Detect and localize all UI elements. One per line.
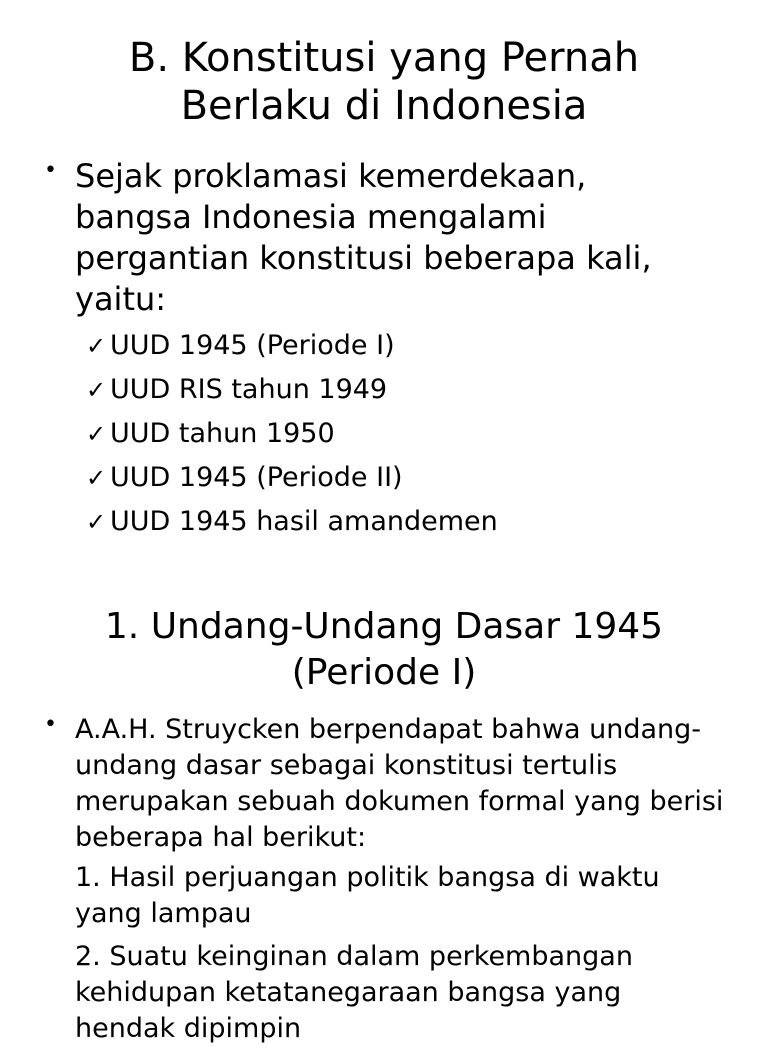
checklist-item (86, 456, 498, 500)
checklist-item (86, 368, 498, 412)
checklist-item-label: UUD tahun 1950 (110, 418, 335, 449)
slide-1-title-line-1: B. Konstitusi yang Pernah (128, 35, 640, 81)
slide-2-bullet-text: A.A.H. Struycken berpendapat bahwa undang-undang dasar sebagai konstitusi tertulis merupakan sebuah dokumen formal yang berisi beberapa hal berikut: (75, 714, 724, 853)
checklist-item-label: UUD RIS tahun 1949 (110, 374, 388, 405)
slide-2 (0, 560, 768, 1044)
slide-2-numbered-item: 2. Suatu keinginan dalam perkembangan kehidupan ketatanegaraan bangsa yang hendak dipimpin (75, 941, 633, 1044)
checklist-item (86, 412, 498, 456)
bullet-dot-icon: • (44, 712, 57, 737)
checklist-item-label: UUD 1945 (Periode II) (110, 462, 403, 493)
checkmark-icon: ✓ (86, 464, 107, 492)
checklist-item-label: UUD 1945 (Periode I) (110, 330, 395, 361)
constitution-checklist (86, 324, 498, 544)
slide-2-title (40, 604, 728, 696)
checklist-item (86, 324, 498, 368)
slide-2-title-line-1: 1. Undang-Undang Dasar 1945 (104, 606, 664, 647)
checklist-item (86, 500, 498, 544)
slide-1-title (40, 34, 728, 130)
bullet-dot-icon: • (44, 158, 57, 183)
slide-2-title-line-2: (Periode I) (291, 652, 477, 693)
checklist-item-label: UUD 1945 hasil amandemen (110, 506, 498, 537)
checkmark-icon: ✓ (86, 332, 107, 360)
checkmark-icon: ✓ (86, 508, 107, 536)
slide-1-title-line-2: Berlaku di Indonesia (180, 83, 588, 129)
checkmark-icon: ✓ (86, 376, 107, 404)
slide-1-bullet-text: Sejak proklamasi kemerdekaan, bangsa Indonesia mengalami pergantian konstitusi beberapa kali, yaitu: (75, 157, 652, 318)
checkmark-icon: ✓ (86, 420, 107, 448)
slide-2-numbered-item: 1. Hasil perjuangan politik bangsa di waktu yang lampau (75, 862, 660, 929)
